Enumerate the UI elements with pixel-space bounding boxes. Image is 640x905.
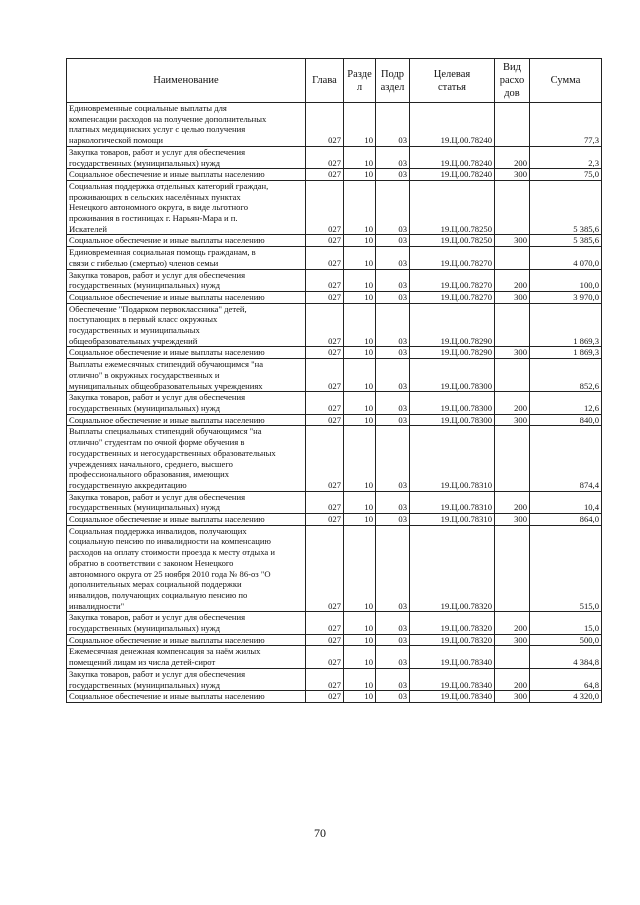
row-subsection: 03 bbox=[376, 269, 410, 291]
row-target: 19.Ц.00.78320 bbox=[410, 612, 495, 634]
table-row bbox=[67, 668, 602, 690]
table-row bbox=[67, 303, 602, 347]
row-subsection: 03 bbox=[376, 146, 410, 168]
row-section: 10 bbox=[344, 169, 376, 181]
row-chapter: 027 bbox=[306, 426, 344, 491]
row-name: Социальная поддержка отдельных категорий граждан, проживающих в сельских населённых пунктах Ненецкого автономного округа, в виде льготного проживания в гостиницах г. Нарьян-Мара и п. Искателей bbox=[67, 180, 306, 235]
row-target: 19.Ц.00.78290 bbox=[410, 303, 495, 347]
row-section: 10 bbox=[344, 347, 376, 359]
row-section: 10 bbox=[344, 668, 376, 690]
row-name: Социальное обеспечение и иные выплаты населению bbox=[67, 691, 306, 703]
row-type: 200 bbox=[495, 612, 530, 634]
row-sum: 3 970,0 bbox=[530, 291, 602, 303]
row-name: Закупка товаров, работ и услуг для обеспечения государственных (муниципальных) нужд bbox=[67, 392, 306, 414]
row-name: Социальное обеспечение и иные выплаты населению bbox=[67, 291, 306, 303]
row-subsection: 03 bbox=[376, 414, 410, 426]
row-subsection: 03 bbox=[376, 634, 410, 646]
row-chapter: 027 bbox=[306, 646, 344, 668]
row-subsection: 03 bbox=[376, 291, 410, 303]
row-type: 300 bbox=[495, 291, 530, 303]
row-type: 200 bbox=[495, 269, 530, 291]
row-subsection: 03 bbox=[376, 646, 410, 668]
row-section: 10 bbox=[344, 612, 376, 634]
row-section: 10 bbox=[344, 291, 376, 303]
table-row bbox=[67, 146, 602, 168]
row-chapter: 027 bbox=[306, 269, 344, 291]
row-sum: 77,3 bbox=[530, 103, 602, 147]
row-sum: 75,0 bbox=[530, 169, 602, 181]
row-subsection: 03 bbox=[376, 668, 410, 690]
row-type: 200 bbox=[495, 392, 530, 414]
row-section: 10 bbox=[344, 491, 376, 513]
table-row bbox=[67, 634, 602, 646]
table-row bbox=[67, 169, 602, 181]
table-row bbox=[67, 347, 602, 359]
row-name: Социальное обеспечение и иные выплаты населению bbox=[67, 235, 306, 247]
row-target: 19.Ц.00.78240 bbox=[410, 169, 495, 181]
row-sum: 4 070,0 bbox=[530, 247, 602, 269]
row-chapter: 027 bbox=[306, 359, 344, 392]
table-row bbox=[67, 180, 602, 235]
table-row bbox=[67, 414, 602, 426]
row-type bbox=[495, 359, 530, 392]
row-target: 19.Ц.00.78340 bbox=[410, 646, 495, 668]
header-name: Наименование bbox=[67, 59, 306, 103]
row-sum: 1 869,3 bbox=[530, 303, 602, 347]
row-section: 10 bbox=[344, 634, 376, 646]
row-chapter: 027 bbox=[306, 235, 344, 247]
row-chapter: 027 bbox=[306, 146, 344, 168]
row-target: 19.Ц.00.78270 bbox=[410, 269, 495, 291]
table-row bbox=[67, 291, 602, 303]
row-type: 300 bbox=[495, 169, 530, 181]
table-row bbox=[67, 269, 602, 291]
row-section: 10 bbox=[344, 646, 376, 668]
row-target: 19.Ц.00.78290 bbox=[410, 347, 495, 359]
row-chapter: 027 bbox=[306, 414, 344, 426]
row-subsection: 03 bbox=[376, 612, 410, 634]
row-target: 19.Ц.00.78340 bbox=[410, 691, 495, 703]
row-type bbox=[495, 247, 530, 269]
row-target: 19.Ц.00.78250 bbox=[410, 180, 495, 235]
row-sum: 874,4 bbox=[530, 426, 602, 491]
row-target: 19.Ц.00.78310 bbox=[410, 491, 495, 513]
row-name: Выплаты специальных стипендий обучающимся "на отлично" студентам по очной форме обучения в государственных и негосударственных образовательных учреждениях начального, среднего, высшего профессионального образования, имеющих государственную аккредитацию bbox=[67, 426, 306, 491]
row-target: 19.Ц.00.78320 bbox=[410, 634, 495, 646]
row-name: Обеспечение "Подарком первоклассника" детей, поступающих в первый класс окружных государственных и муниципальных общеобразовательных учреждений bbox=[67, 303, 306, 347]
table-row bbox=[67, 426, 602, 491]
row-name: Выплаты ежемесячных стипендий обучающимся "на отлично" в окружных государственных и муниципальных общеобразовательных учреждениях bbox=[67, 359, 306, 392]
row-section: 10 bbox=[344, 235, 376, 247]
row-name: Закупка товаров, работ и услуг для обеспечения государственных (муниципальных) нужд bbox=[67, 146, 306, 168]
row-subsection: 03 bbox=[376, 426, 410, 491]
row-chapter: 027 bbox=[306, 491, 344, 513]
row-sum: 852,6 bbox=[530, 359, 602, 392]
row-sum: 1 869,3 bbox=[530, 347, 602, 359]
row-target: 19.Ц.00.78340 bbox=[410, 668, 495, 690]
row-name: Закупка товаров, работ и услуг для обеспечения государственных (муниципальных) нужд bbox=[67, 668, 306, 690]
row-type bbox=[495, 303, 530, 347]
row-section: 10 bbox=[344, 426, 376, 491]
row-sum: 2,3 bbox=[530, 146, 602, 168]
row-section: 10 bbox=[344, 247, 376, 269]
row-chapter: 027 bbox=[306, 691, 344, 703]
row-type: 300 bbox=[495, 634, 530, 646]
row-name: Закупка товаров, работ и услуг для обеспечения государственных (муниципальных) нужд bbox=[67, 612, 306, 634]
row-sum: 500,0 bbox=[530, 634, 602, 646]
row-target: 19.Ц.00.78270 bbox=[410, 291, 495, 303]
row-subsection: 03 bbox=[376, 169, 410, 181]
row-target: 19.Ц.00.78270 bbox=[410, 247, 495, 269]
row-name: Социальная поддержка инвалидов, получающих социальную пенсию по инвалидности на компенсацию расходов на оплату стоимости проезда к месту отдыха и обратно в соответствии с законом Ненецкого автономного округа от 25 ноября 2010 года № 86-оз "О дополнительных мерах социальной поддержки инвалидов, получающих социальную пенсию по инвалидности" bbox=[67, 525, 306, 612]
row-type bbox=[495, 180, 530, 235]
table-row bbox=[67, 392, 602, 414]
row-subsection: 03 bbox=[376, 691, 410, 703]
row-target: 19.Ц.00.78250 bbox=[410, 235, 495, 247]
row-subsection: 03 bbox=[376, 525, 410, 612]
row-name: Единовременная социальная помощь гражданам, в связи с гибелью (смертью) членов семьи bbox=[67, 247, 306, 269]
row-chapter: 027 bbox=[306, 634, 344, 646]
row-sum: 64,8 bbox=[530, 668, 602, 690]
table-row bbox=[67, 247, 602, 269]
row-sum: 4 384,8 bbox=[530, 646, 602, 668]
row-type: 200 bbox=[495, 491, 530, 513]
row-name: Социальное обеспечение и иные выплаты населению bbox=[67, 634, 306, 646]
row-name: Социальное обеспечение и иные выплаты населению bbox=[67, 514, 306, 526]
row-type: 200 bbox=[495, 146, 530, 168]
header-section: Разде л bbox=[344, 59, 376, 103]
row-type: 300 bbox=[495, 414, 530, 426]
row-target: 19.Ц.00.78320 bbox=[410, 525, 495, 612]
row-sum: 840,0 bbox=[530, 414, 602, 426]
row-section: 10 bbox=[344, 525, 376, 612]
row-chapter: 027 bbox=[306, 525, 344, 612]
row-section: 10 bbox=[344, 514, 376, 526]
row-sum: 12,6 bbox=[530, 392, 602, 414]
row-section: 10 bbox=[344, 414, 376, 426]
row-subsection: 03 bbox=[376, 491, 410, 513]
table-row bbox=[67, 612, 602, 634]
row-subsection: 03 bbox=[376, 347, 410, 359]
row-section: 10 bbox=[344, 269, 376, 291]
budget-table bbox=[66, 58, 602, 703]
row-target: 19.Ц.00.78310 bbox=[410, 514, 495, 526]
row-type: 300 bbox=[495, 235, 530, 247]
header-sum: Сумма bbox=[530, 59, 602, 103]
row-section: 10 bbox=[344, 103, 376, 147]
table-row bbox=[67, 103, 602, 147]
row-subsection: 03 bbox=[376, 247, 410, 269]
row-chapter: 027 bbox=[306, 103, 344, 147]
row-name: Социальное обеспечение и иные выплаты населению bbox=[67, 347, 306, 359]
row-target: 19.Ц.00.78240 bbox=[410, 146, 495, 168]
row-chapter: 027 bbox=[306, 514, 344, 526]
row-sum: 4 320,0 bbox=[530, 691, 602, 703]
row-section: 10 bbox=[344, 180, 376, 235]
row-type bbox=[495, 426, 530, 491]
row-section: 10 bbox=[344, 146, 376, 168]
row-subsection: 03 bbox=[376, 359, 410, 392]
row-type bbox=[495, 646, 530, 668]
row-subsection: 03 bbox=[376, 392, 410, 414]
row-chapter: 027 bbox=[306, 668, 344, 690]
row-section: 10 bbox=[344, 392, 376, 414]
table-row bbox=[67, 691, 602, 703]
row-target: 19.Ц.00.78300 bbox=[410, 359, 495, 392]
row-name: Закупка товаров, работ и услуг для обеспечения государственных (муниципальных) нужд bbox=[67, 491, 306, 513]
row-section: 10 bbox=[344, 303, 376, 347]
row-chapter: 027 bbox=[306, 392, 344, 414]
row-sum: 15,0 bbox=[530, 612, 602, 634]
row-subsection: 03 bbox=[376, 235, 410, 247]
table-row bbox=[67, 514, 602, 526]
row-chapter: 027 bbox=[306, 169, 344, 181]
row-name: Ежемесячная денежная компенсация за наём жилых помещений лицам из числа детей-сирот bbox=[67, 646, 306, 668]
row-sum: 10,4 bbox=[530, 491, 602, 513]
row-target: 19.Ц.00.78310 bbox=[410, 426, 495, 491]
row-sum: 100,0 bbox=[530, 269, 602, 291]
row-subsection: 03 bbox=[376, 514, 410, 526]
row-name: Социальное обеспечение и иные выплаты населению bbox=[67, 414, 306, 426]
header-target: Целевая статья bbox=[410, 59, 495, 103]
table-row bbox=[67, 235, 602, 247]
row-name: Закупка товаров, работ и услуг для обеспечения государственных (муниципальных) нужд bbox=[67, 269, 306, 291]
row-sum: 864,0 bbox=[530, 514, 602, 526]
row-name: Социальное обеспечение и иные выплаты населению bbox=[67, 169, 306, 181]
row-subsection: 03 bbox=[376, 303, 410, 347]
row-chapter: 027 bbox=[306, 612, 344, 634]
row-target: 19.Ц.00.78300 bbox=[410, 392, 495, 414]
row-type bbox=[495, 103, 530, 147]
header-row bbox=[67, 59, 602, 103]
row-subsection: 03 bbox=[376, 103, 410, 147]
row-target: 19.Ц.00.78300 bbox=[410, 414, 495, 426]
row-sum: 5 385,6 bbox=[530, 180, 602, 235]
row-type bbox=[495, 525, 530, 612]
table-row bbox=[67, 359, 602, 392]
header-chapter: Глава bbox=[306, 59, 344, 103]
row-type: 300 bbox=[495, 514, 530, 526]
table-row bbox=[67, 491, 602, 513]
row-section: 10 bbox=[344, 691, 376, 703]
row-chapter: 027 bbox=[306, 291, 344, 303]
row-sum: 5 385,6 bbox=[530, 235, 602, 247]
row-chapter: 027 bbox=[306, 180, 344, 235]
header-type: Вид расхо дов bbox=[495, 59, 530, 103]
row-chapter: 027 bbox=[306, 303, 344, 347]
row-section: 10 bbox=[344, 359, 376, 392]
header-subsection: Подр аздел bbox=[376, 59, 410, 103]
row-type: 300 bbox=[495, 347, 530, 359]
row-subsection: 03 bbox=[376, 180, 410, 235]
row-type: 200 bbox=[495, 668, 530, 690]
row-type: 300 bbox=[495, 691, 530, 703]
row-sum: 515,0 bbox=[530, 525, 602, 612]
row-target: 19.Ц.00.78240 bbox=[410, 103, 495, 147]
row-name: Единовременные социальные выплаты для компенсации расходов на получение дополнительных платных медицинских услуг с целью получения наркологической помощи bbox=[67, 103, 306, 147]
row-chapter: 027 bbox=[306, 347, 344, 359]
table-row bbox=[67, 646, 602, 668]
row-chapter: 027 bbox=[306, 247, 344, 269]
table-row bbox=[67, 525, 602, 612]
page-number: 70 bbox=[314, 826, 326, 840]
